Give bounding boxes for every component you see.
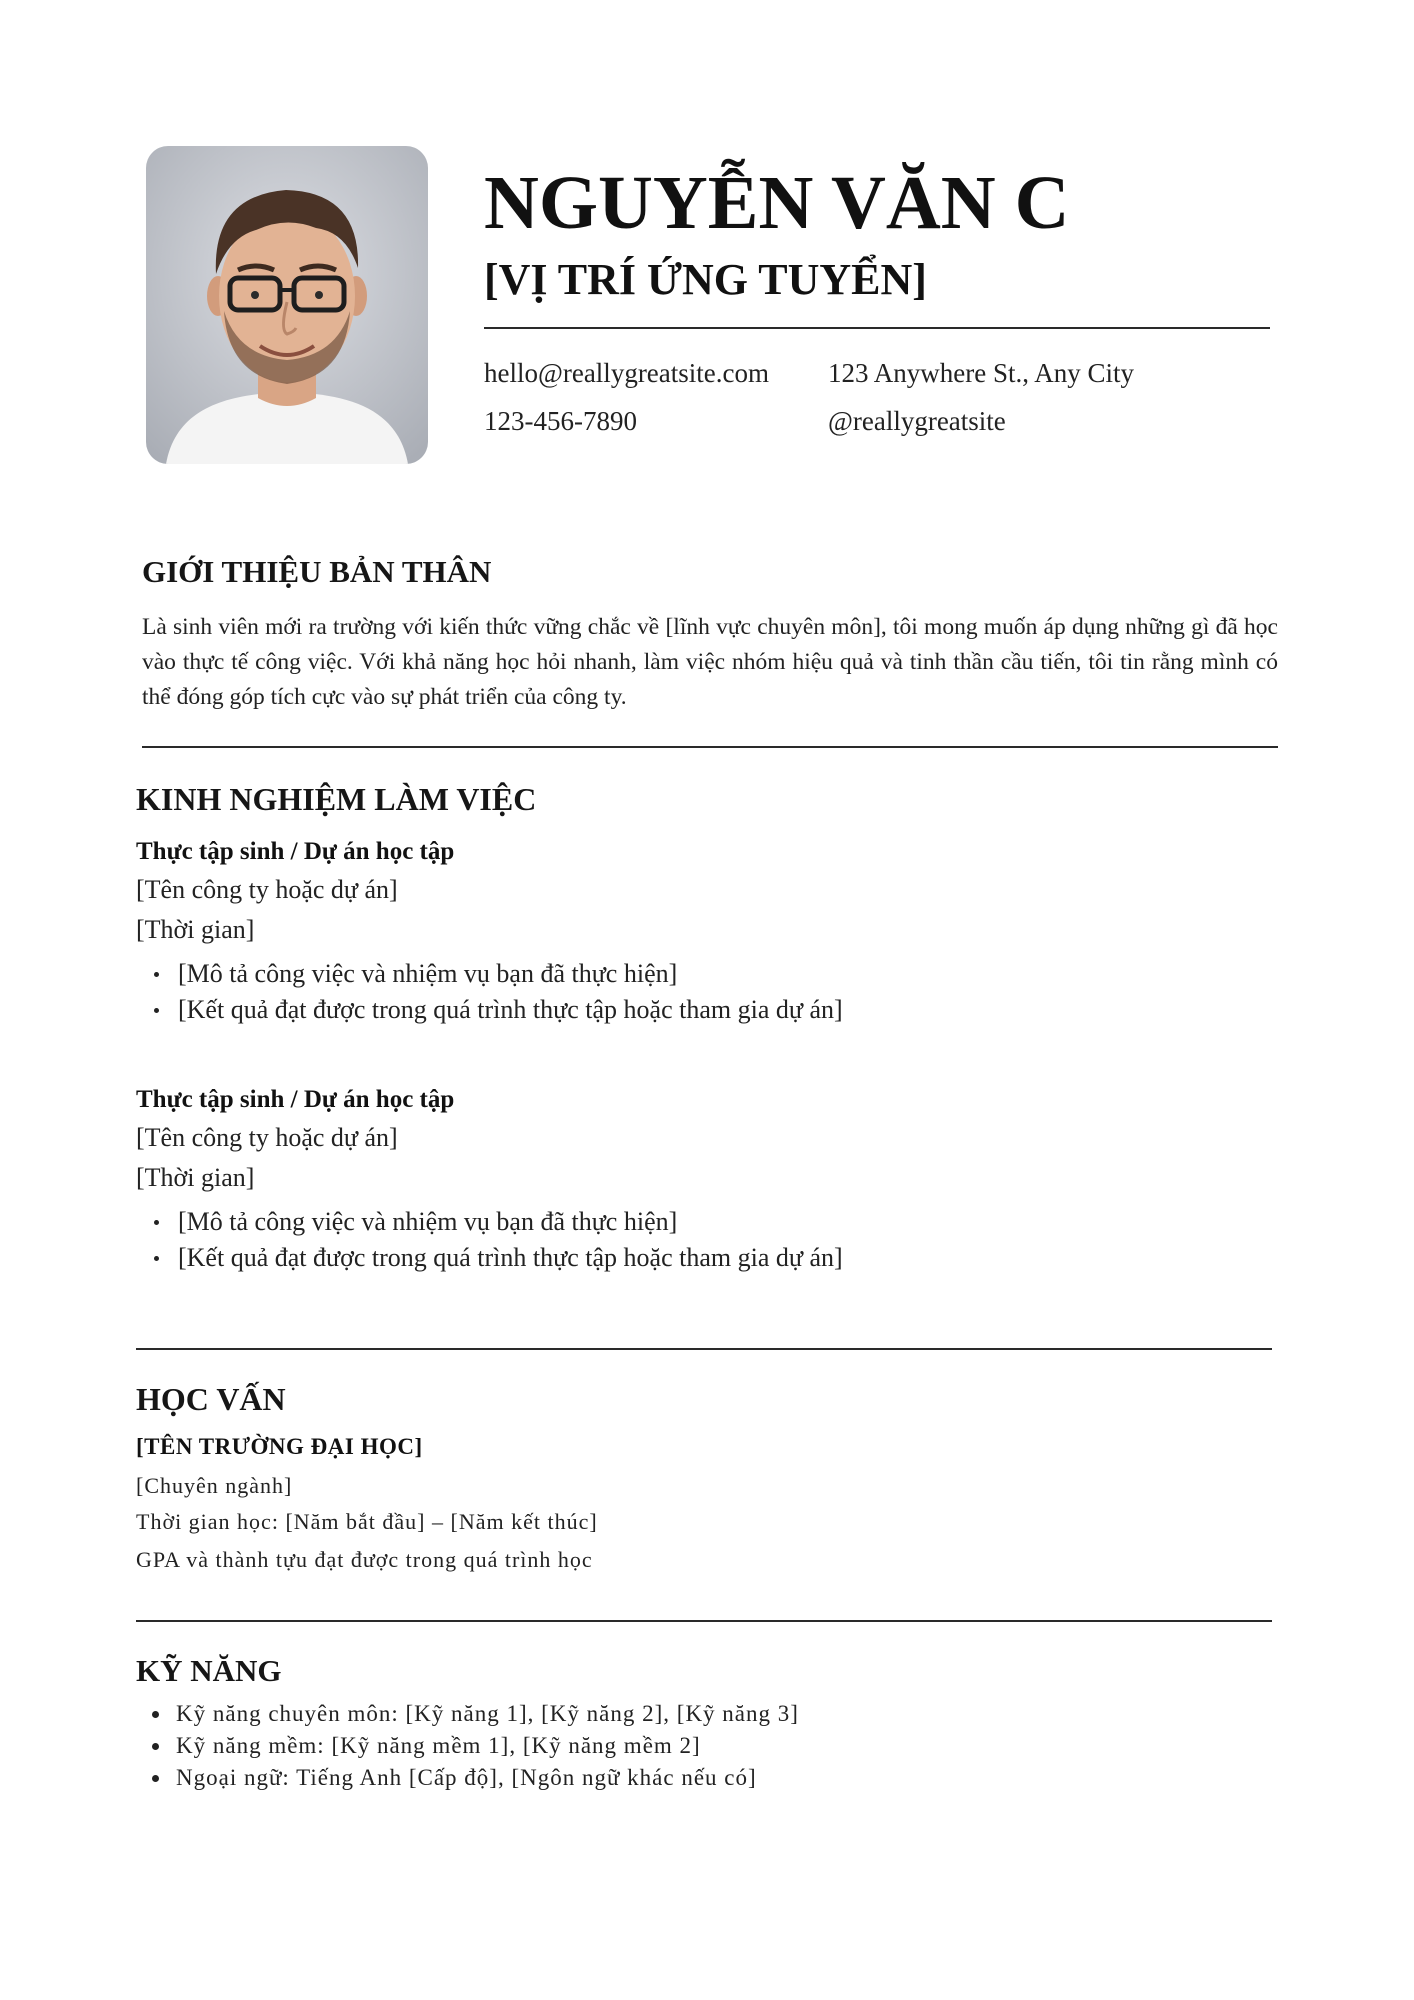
bullet-icon [154, 1220, 159, 1225]
job-company: [Tên công ty hoặc dự án] [136, 1123, 398, 1152]
education-school: [TÊN TRƯỜNG ĐẠI HỌC] [136, 1434, 423, 1459]
contact-phone: 123-456-7890 [484, 406, 637, 436]
education-gpa: GPA và thành tựu đạt được trong quá trình học [136, 1547, 593, 1572]
about-section-title: GIỚI THIỆU BẢN THÂN [142, 554, 492, 589]
job-title: Thực tập sinh / Dự án học tập [136, 838, 455, 865]
about-divider [142, 746, 1278, 748]
education-section-title: HỌC VẤN [136, 1381, 286, 1417]
job-entry [136, 834, 1276, 1028]
list-item: Ngoại ngữ: Tiếng Anh [Cấp độ], [Ngôn ngữ khác nếu có] [136, 1762, 799, 1794]
skills-section-title: KỸ NĂNG [136, 1653, 282, 1688]
job-company: [Tên công ty hoặc dự án] [136, 875, 398, 904]
list-item: [Kết quả đạt được trong quá trình thực tập hoặc tham gia dự án] [136, 992, 1276, 1028]
bullet-icon [154, 972, 159, 977]
education-major: [Chuyên ngành] [136, 1473, 293, 1498]
experience-section-title: KINH NGHIỆM LÀM VIỆC [136, 781, 537, 817]
list-item: [Kết quả đạt được trong quá trình thực tập hoặc tham gia dự án] [136, 1240, 1276, 1276]
candidate-name: NGUYỄN VĂN C [484, 161, 1070, 245]
about-text: Là sinh viên mới ra trường với kiến thức vững chắc về [lĩnh vực chuyên môn], tôi mong muốn áp dụng những gì đã học vào thực tế công việc. Với khả năng học hỏi nhanh, làm việc nhóm hiệu quả và tinh thần cầu tiến, tôi tin rằng mình có thể đóng góp tích cực vào sự phát triển của công ty. [142, 614, 1278, 710]
job-time: [Thời gian] [136, 915, 255, 944]
education-divider [136, 1620, 1272, 1622]
bullet-icon [152, 1743, 159, 1750]
contact-address: 123 Anywhere St., Any City [828, 358, 1135, 388]
job-title: Thực tập sinh / Dự án học tập [136, 1086, 455, 1113]
experience-divider [136, 1348, 1272, 1350]
skills-list [136, 1698, 799, 1794]
contact-social: @reallygreatsite [828, 406, 1006, 436]
list-item: Kỹ năng chuyên môn: [Kỹ năng 1], [Kỹ năng 2], [Kỹ năng 3] [136, 1698, 799, 1730]
job-time: [Thời gian] [136, 1163, 255, 1192]
job-bullets [136, 1204, 1276, 1276]
education-period: Thời gian học: [Năm bắt đầu] – [Năm kết thúc] [136, 1509, 598, 1534]
list-item: [Mô tả công việc và nhiệm vụ bạn đã thực hiện] [136, 956, 1276, 992]
bullet-icon [152, 1775, 159, 1782]
position-title: [VỊ TRÍ ỨNG TUYỂN] [484, 255, 927, 304]
profile-photo [146, 146, 428, 464]
contact-email: hello@reallygreatsite.com [484, 358, 770, 388]
header-divider [484, 327, 1270, 329]
job-entry [136, 1082, 1276, 1276]
bullet-icon [152, 1711, 159, 1718]
list-item: Kỹ năng mềm: [Kỹ năng mềm 1], [Kỹ năng mềm 2] [136, 1730, 799, 1762]
job-bullets [136, 956, 1276, 1028]
bullet-icon [154, 1256, 159, 1261]
list-item: [Mô tả công việc và nhiệm vụ bạn đã thực hiện] [136, 1204, 1276, 1240]
bullet-icon [154, 1008, 159, 1013]
